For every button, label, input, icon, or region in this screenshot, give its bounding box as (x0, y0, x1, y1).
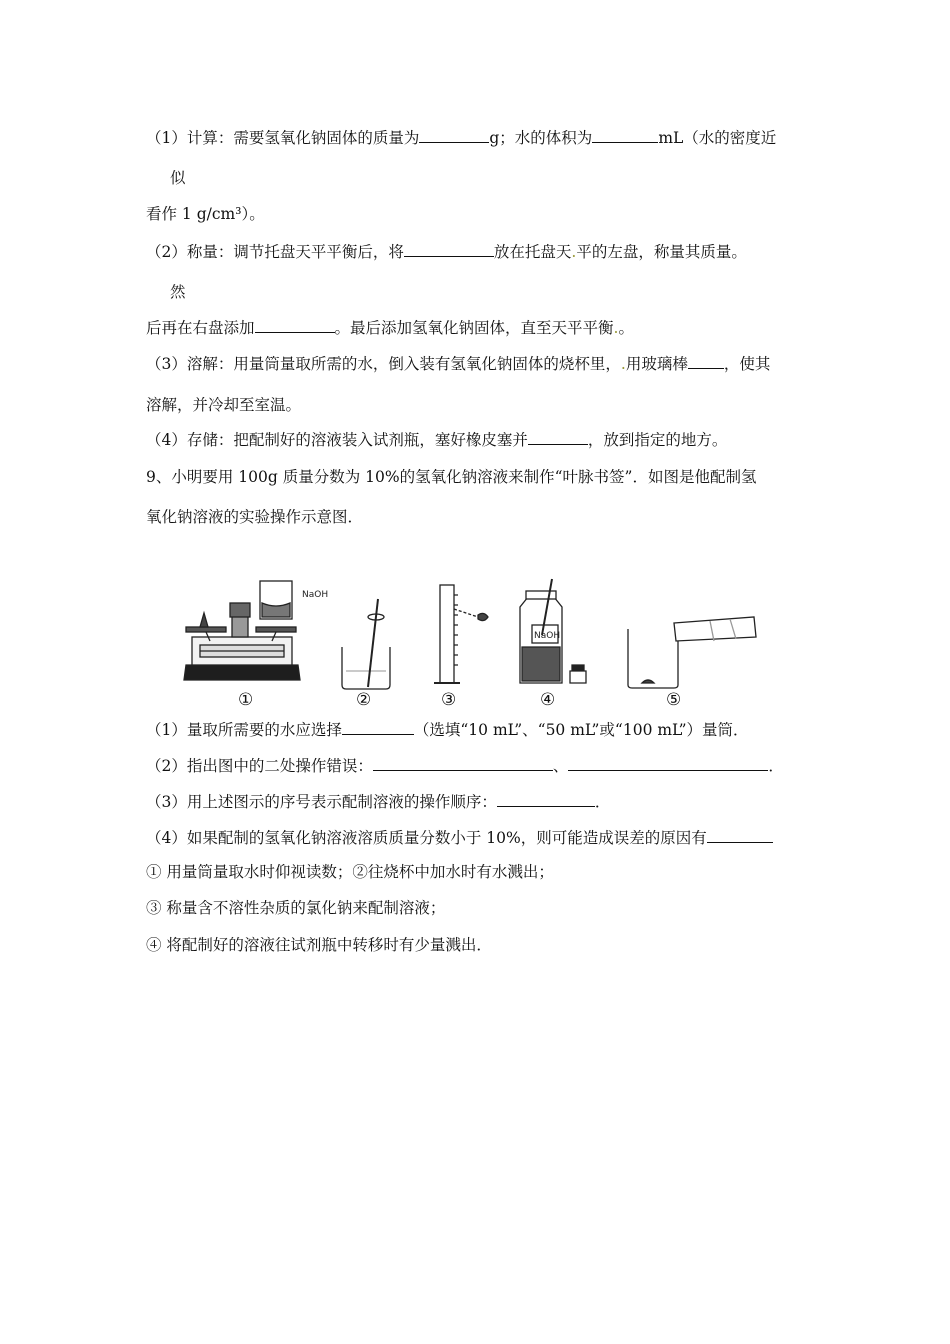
s8-q1-text-a: （1）计算：需要氢氧化钠固体的质量为 (146, 129, 420, 147)
s8-q4-text-b: ，放到指定的地方。 (587, 431, 728, 449)
s8-q2-text-f: 。最后添加氢氧化钠固体，直至天平平衡 (334, 319, 614, 337)
s8-q1-text-c: mL（水的密度近 (658, 129, 777, 147)
s8-q1-note: 看作 1 g/cm³）。 (146, 205, 265, 223)
s9-option-4: ④ 将配制好的溶液往试剂瓶中转移时有少量溅出． (146, 936, 492, 954)
s8-q1-line (146, 128, 776, 148)
s9-q2-line (146, 756, 784, 776)
figure-caption-1: ① (238, 690, 254, 710)
graduated-cylinder-illustration (434, 585, 488, 683)
s9-q3-text-a: （3）用上述图示的序号表示配制溶液的操作顺序： (146, 793, 497, 811)
figure-caption-2: ② (356, 690, 372, 710)
s8-q4-text-a: （4）存储：把配制好的溶液装入试剂瓶，塞好橡皮塞并 (146, 431, 528, 449)
answer-blank-reason[interactable] (707, 828, 773, 843)
figure-caption-4: ④ (540, 690, 556, 710)
s9-q1-text-a: （1）量取所需要的水应选择 (146, 721, 342, 739)
answer-blank-water-volume[interactable] (592, 128, 658, 143)
answer-blank-left-pan[interactable] (404, 242, 494, 257)
answer-blank-stir[interactable] (688, 354, 724, 369)
s8-q2-wrap: 然 (170, 283, 186, 301)
s8-q2-text-a: （2）称量：调节托盘天平平衡后，将 (146, 243, 404, 261)
s8-q2-text-b: 放在托盘天 (493, 243, 572, 261)
answer-blank-naoh-mass[interactable] (419, 128, 489, 143)
answer-blank-cylinder[interactable] (342, 720, 414, 735)
s9-q2-text-a: （2）指出图中的二处操作错误： (146, 757, 373, 775)
naoh-bottle-label: NaOH (534, 631, 561, 641)
answer-blank-label[interactable] (528, 430, 588, 445)
s9-q1-text-b: （选填“10 mL”、“50 mL”或“100 mL”）量筒． (413, 721, 749, 739)
s9-q3-text-b: ． (594, 793, 611, 811)
s8-q1-text-b: g；水的体积为 (489, 129, 593, 147)
stray-dot: . (613, 319, 619, 337)
s8-q4-line (146, 430, 727, 450)
answer-blank-order[interactable] (497, 792, 595, 807)
s9-q2-text-b: 、 (552, 757, 569, 775)
s9-option-3: ③ 称量含不溶性杂质的氯化钠来配制溶液； (146, 899, 446, 917)
s8-q2-line2 (146, 318, 634, 338)
s9-q2-text-c: ． (768, 757, 784, 775)
figure-caption-5: ⑤ (666, 690, 682, 710)
s9-intro-2: 氧化钠溶液的实验操作示意图． (146, 508, 364, 526)
s8-q3-text-a: （3）溶解：用量筒量取所需的水，倒入装有氢氧化钠固体的烧杯里， (146, 355, 621, 373)
beaker-stirring-illustration (342, 599, 390, 689)
s8-q2-line (146, 242, 747, 262)
s9-q4-line (146, 828, 773, 848)
balance-illustration (184, 581, 300, 680)
answer-blank-error-1[interactable] (373, 756, 553, 771)
s9-intro-1: 9、小明要用 100g 质量分数为 10%的氢氧化钠溶液来制作“叶脉书签”．如图是他配制氢 (146, 468, 757, 486)
s9-option-1: ① 用量筒量取水时仰视读数；②往烧杯中加水时有水溅出； (146, 863, 554, 881)
s8-q2-text-g: 。 (618, 319, 634, 337)
s9-q3-line (146, 792, 610, 812)
naoh-label: NaOH (302, 590, 329, 600)
answer-blank-right-pan[interactable] (255, 318, 335, 333)
stray-dot: . (620, 355, 626, 373)
stray-dot: . (571, 243, 577, 261)
figure-caption-3: ③ (441, 690, 457, 710)
s8-q3-line2: 溶解，并冷却至室温。 (146, 396, 302, 414)
s8-q3-line (146, 354, 770, 374)
answer-blank-error-2[interactable] (568, 756, 768, 771)
s8-q3-text-b: 用玻璃棒 (625, 355, 688, 373)
pouring-illustration (628, 617, 756, 688)
s9-q1-line (146, 720, 749, 740)
s8-q2-text-e: 后再在右盘添加 (146, 319, 255, 337)
s9-q4-text-a: （4）如果配制的氢氧化钠溶液溶质质量分数小于 10%，则可能造成误差的原因有 (146, 829, 707, 847)
s8-q1-wrap: 似 (170, 169, 186, 187)
s8-q2-text-c: 平的左盘，称量其质量。 (576, 243, 747, 261)
s8-q3-text-c: ，使其 (723, 355, 771, 373)
